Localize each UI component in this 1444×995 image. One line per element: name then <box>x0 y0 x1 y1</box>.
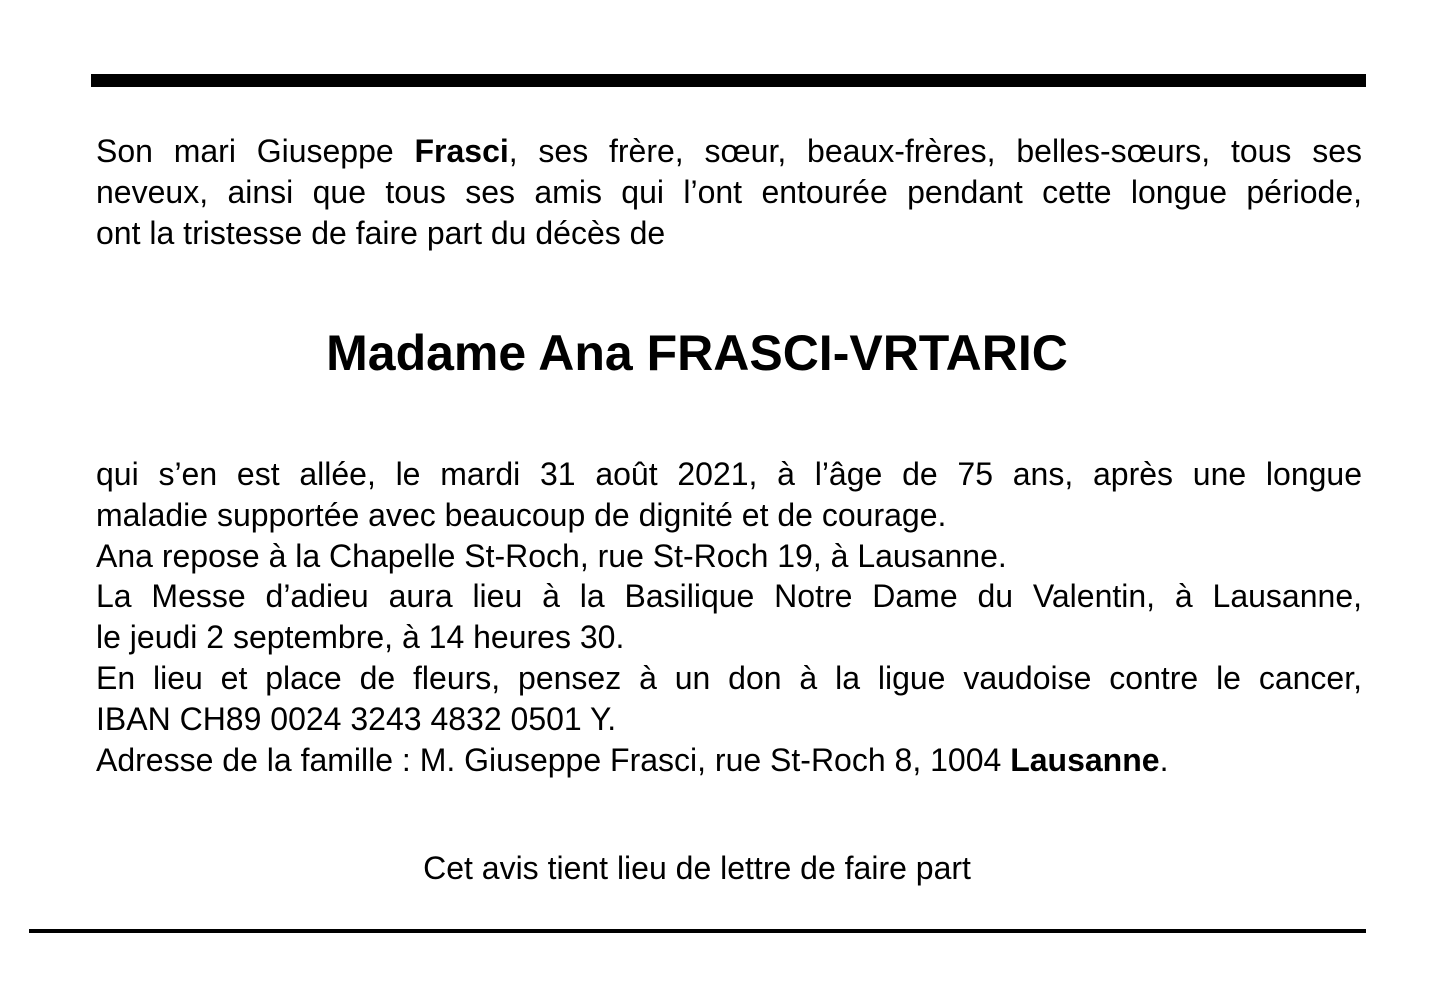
top-divider <box>91 74 1366 87</box>
details-line-3: Ana repose à la Chapelle St-Roch, rue St-Roch 19, à Lausanne. <box>96 537 1007 574</box>
details-line-1: qui s’en est allée, le mardi 31 août 2021, à l’âge de 75 ans, après une longue <box>96 456 1362 492</box>
address-text-pre: Adresse de la famille : M. Giuseppe Frasci, rue St-Roch 8, 1004 <box>96 741 1011 778</box>
deceased-name: Madame Ana FRASCI-VRTARIC <box>326 325 1068 381</box>
intro-text-pre: Son mari Giuseppe <box>96 133 415 169</box>
intro-line-3: ont la tristesse de faire part du décès de <box>96 214 666 251</box>
details-line-6: En lieu et place de fleurs, pensez à un don à la ligue vaudoise contre le cancer, <box>96 659 1362 696</box>
address-city-bold: Lausanne <box>1010 741 1160 778</box>
intro-paragraph <box>96 131 1362 253</box>
intro-surname-bold: Frasci <box>414 133 509 169</box>
intro-text-post: , ses frère, sœur, beaux-frères, belles-sœurs, tous ses <box>508 133 1363 169</box>
bottom-divider <box>29 929 1366 933</box>
intro-line-1 <box>96 131 1362 172</box>
details-line-4: La Messe d’adieu aura lieu à la Basilique Notre Dame du Valentin, à Lausanne, <box>96 578 1362 615</box>
details-line-7: IBAN CH89 0024 3243 4832 0501 Y. <box>96 700 617 737</box>
address-text-post: . <box>1159 741 1169 778</box>
details-paragraph <box>96 454 1362 780</box>
details-line-8 <box>96 740 1362 781</box>
details-line-5: le jeudi 2 septembre, à 14 heures 30. <box>96 619 625 656</box>
details-line-2: maladie supportée avec beaucoup de dignité et de courage. <box>96 496 947 533</box>
footer-note: Cet avis tient lieu de lettre de faire part <box>423 850 971 886</box>
intro-line-2: neveux, ainsi que tous ses amis qui l’ont entourée pendant cette longue période, <box>96 173 1362 210</box>
